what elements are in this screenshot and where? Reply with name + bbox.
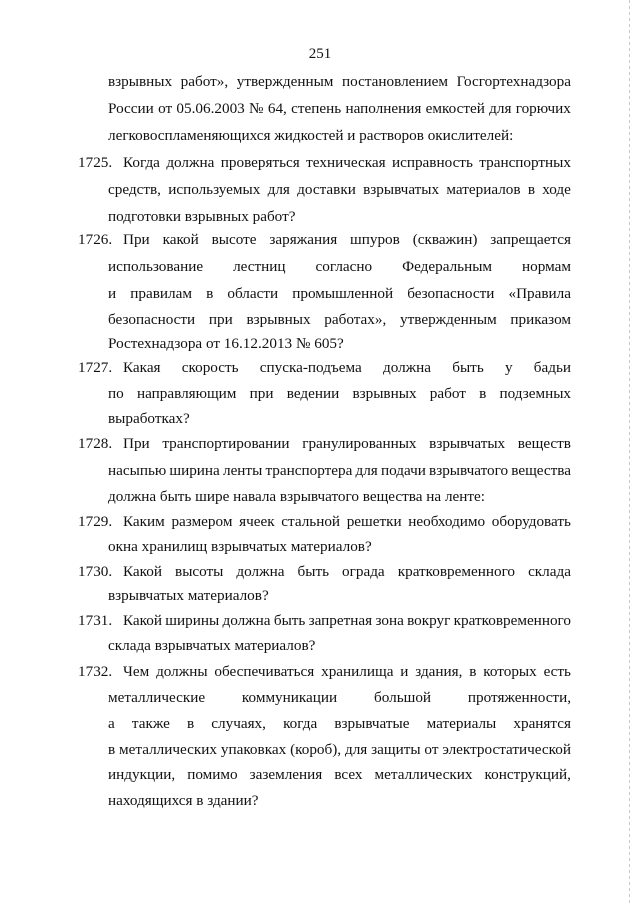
question-line: При какой высоте заряжания шпуров (скважин) запрещается: [123, 231, 571, 248]
question-line: безопасности при взрывных работах», утвержденным приказом: [108, 311, 571, 328]
question-number: 1729.: [78, 513, 113, 530]
question-line: находящихся в здании?: [108, 792, 259, 809]
intro-line: легковоспламеняющихся жидкостей и растворов окислителей:: [108, 127, 514, 144]
question-line: Какая скорость спуска-подъема должна быть у бадьи: [123, 359, 571, 376]
question-line: Ростехнадзора от 16.12.2013 № 605?: [108, 335, 344, 352]
question-line: индукции, помимо заземления всех металлических конструкций,: [108, 766, 571, 783]
scan-edge-line: [629, 0, 630, 905]
question-line: Каким размером ячеек стальной решетки необходимо оборудовать: [123, 513, 571, 530]
question-number: 1732.: [78, 663, 113, 680]
question-line: При транспортировании гранулированных взрывчатых веществ: [123, 435, 571, 452]
question-number: 1727.: [78, 359, 113, 376]
question-line: склада взрывчатых материалов?: [108, 637, 316, 654]
question-line: и правилам в области промышленной безопасности «Правила: [108, 285, 571, 302]
intro-line: взрывных работ», утвержденным постановлением Госгортехнадзора: [108, 73, 571, 90]
question-line: использование лестниц согласно Федеральным нормам: [108, 258, 571, 275]
question-number: 1725.: [78, 154, 113, 171]
question-number: 1731.: [78, 612, 113, 629]
question-line: Когда должна проверяться техническая исправность транспортных: [123, 154, 571, 171]
question-line: по направляющим при ведении взрывных работ в подземных: [108, 385, 571, 402]
question-line: в металлических упаковках (короб), для защиты от электростатической: [108, 741, 571, 758]
question-number: 1728.: [78, 435, 113, 452]
question-line: выработках?: [108, 410, 190, 427]
question-line: окна хранилищ взрывчатых материалов?: [108, 538, 372, 555]
question-line: Какой высоты должна быть ограда кратковременного склада: [123, 563, 571, 580]
question-number: 1726.: [78, 231, 113, 248]
question-line: подготовки взрывных работ?: [108, 208, 296, 225]
question-line: насыпью ширина ленты транспортера для подачи взрывчатого вещества: [108, 462, 571, 479]
question-line: Какой ширины должна быть запретная зона вокруг кратковременного: [123, 612, 571, 629]
question-line: металлические коммуникации большой протяженности,: [108, 689, 571, 706]
question-number: 1730.: [78, 563, 113, 580]
question-line: взрывчатых материалов?: [108, 587, 269, 604]
question-line: а также в случаях, когда взрывчатые материалы хранятся: [108, 715, 571, 732]
question-line: средств, используемых для доставки взрывчатых материалов в ходе: [108, 181, 571, 198]
page-number: 251: [308, 46, 332, 62]
intro-line: России от 05.06.2003 № 64, степень наполнения емкостей для горючих: [108, 100, 571, 117]
question-line: должна быть шире навала взрывчатого вещества на ленте:: [108, 488, 485, 505]
question-line: Чем должны обеспечиваться хранилища и здания, в которых есть: [123, 663, 571, 680]
